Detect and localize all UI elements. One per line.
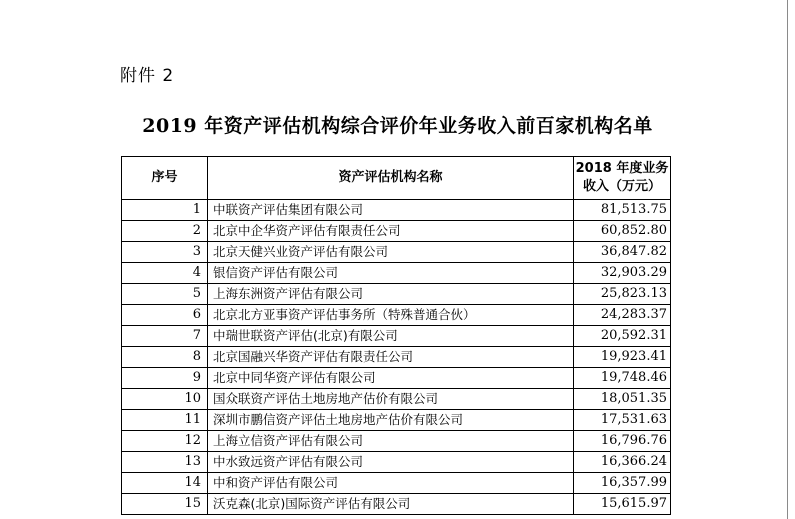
- row-agency-name: 北京中同华资产评估有限公司: [208, 368, 574, 389]
- table-row: [122, 347, 671, 368]
- table-row: [122, 473, 671, 494]
- table-row: [122, 242, 671, 263]
- row-no: 9: [122, 368, 208, 389]
- row-agency-name: 北京国融兴华资产评估有限责任公司: [208, 347, 574, 368]
- row-no: 5: [122, 284, 208, 305]
- row-revenue: 18,051.35: [574, 389, 671, 410]
- row-agency-name: 中水致远资产评估有限公司: [208, 452, 574, 473]
- row-no: 2: [122, 221, 208, 242]
- row-no: 13: [122, 452, 208, 473]
- row-no: 6: [122, 305, 208, 326]
- table-row: [122, 305, 671, 326]
- agency-ranking-table: [121, 156, 671, 515]
- row-agency-name: 中瑞世联资产评估(北京)有限公司: [208, 326, 574, 347]
- row-revenue: 32,903.29: [574, 263, 671, 284]
- row-revenue: 60,852.80: [574, 221, 671, 242]
- row-revenue: 15,615.97: [574, 494, 671, 515]
- row-agency-name: 深圳市鹏信资产评估土地房地产估价有限公司: [208, 410, 574, 431]
- row-revenue: 19,748.46: [574, 368, 671, 389]
- row-revenue: 16,366.24: [574, 452, 671, 473]
- row-no: 1: [122, 200, 208, 221]
- row-revenue: 36,847.82: [574, 242, 671, 263]
- row-agency-name: 北京中企华资产评估有限责任公司: [208, 221, 574, 242]
- table-row: [122, 410, 671, 431]
- table-row: [122, 452, 671, 473]
- table-row: [122, 431, 671, 452]
- row-agency-name: 国众联资产评估土地房地产估价有限公司: [208, 389, 574, 410]
- row-revenue: 16,796.76: [574, 431, 671, 452]
- table-row: [122, 221, 671, 242]
- row-agency-name: 北京天健兴业资产评估有限公司: [208, 242, 574, 263]
- row-agency-name: 银信资产评估有限公司: [208, 263, 574, 284]
- table-row: [122, 494, 671, 515]
- header-revenue: [574, 157, 671, 200]
- table-header-row: [122, 157, 671, 200]
- table-row: [122, 200, 671, 221]
- row-agency-name: 沃克森(北京)国际资产评估有限公司: [208, 494, 574, 515]
- attachment-label: 附件 2: [120, 66, 175, 86]
- row-no: 7: [122, 326, 208, 347]
- row-revenue: 16,357.99: [574, 473, 671, 494]
- page-edge-divider: [787, 0, 788, 519]
- table-row: [122, 284, 671, 305]
- header-revenue-text: 2018 年度业务收入（万元）: [575, 161, 669, 194]
- header-no: 序号: [122, 157, 208, 200]
- row-no: 10: [122, 389, 208, 410]
- row-revenue: 19,923.41: [574, 347, 671, 368]
- row-no: 11: [122, 410, 208, 431]
- row-no: 4: [122, 263, 208, 284]
- row-no: 12: [122, 431, 208, 452]
- row-no: 3: [122, 242, 208, 263]
- row-agency-name: 北京北方亚事资产评估事务所（特殊普通合伙）: [208, 305, 574, 326]
- row-no: 8: [122, 347, 208, 368]
- row-agency-name: 上海立信资产评估有限公司: [208, 431, 574, 452]
- row-agency-name: 中联资产评估集团有限公司: [208, 200, 574, 221]
- row-no: 14: [122, 473, 208, 494]
- table-row: [122, 368, 671, 389]
- table-row: [122, 389, 671, 410]
- document-title: 2019 年资产评估机构综合评价年业务收入前百家机构名单: [142, 115, 653, 137]
- row-agency-name: 中和资产评估有限公司: [208, 473, 574, 494]
- row-revenue: 20,592.31: [574, 326, 671, 347]
- table-row: [122, 263, 671, 284]
- row-revenue: 25,823.13: [574, 284, 671, 305]
- row-no: 15: [122, 494, 208, 515]
- row-revenue: 81,513.75: [574, 200, 671, 221]
- row-agency-name: 上海东洲资产评估有限公司: [208, 284, 574, 305]
- row-revenue: 17,531.63: [574, 410, 671, 431]
- table-body: [122, 200, 671, 515]
- row-revenue: 24,283.37: [574, 305, 671, 326]
- table-row: [122, 326, 671, 347]
- header-name: 资产评估机构名称: [208, 157, 574, 200]
